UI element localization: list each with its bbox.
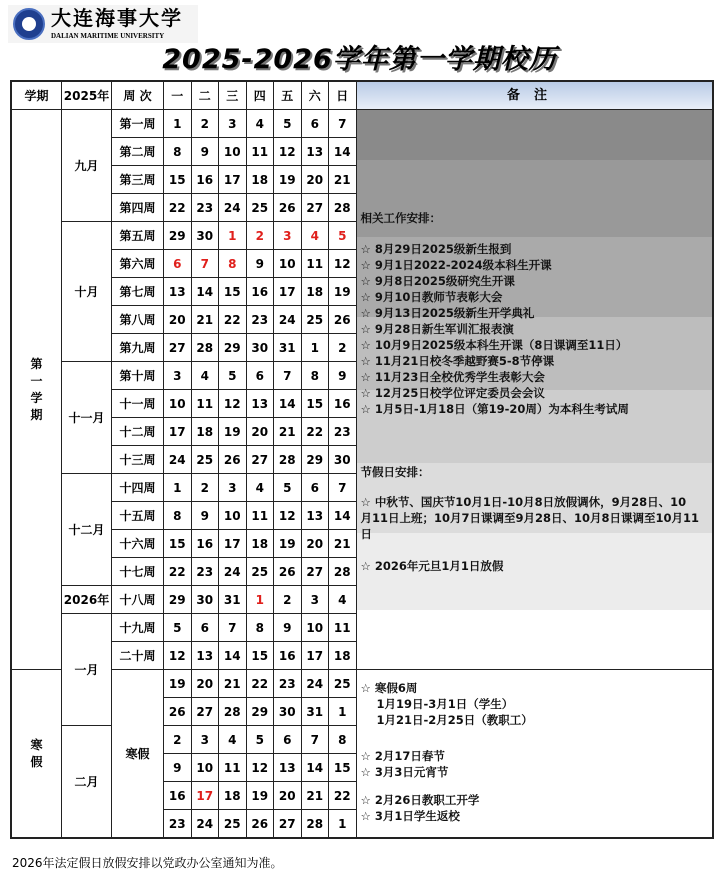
day-cell: 12 (246, 754, 274, 782)
month-label: 九月 (62, 110, 112, 222)
week-label: 十九周 (112, 614, 164, 642)
day-cell: 25 (246, 558, 274, 586)
holiday-item: ☆ 中秋节、国庆节10月1日-10月8日放假调休，9月28日、10 月11日上班；10月7日课调至9月28日、10月8日课调至10月11 日 (360, 495, 700, 541)
day-cell: 19 (274, 530, 302, 558)
day-cell: 21 (191, 306, 219, 334)
work-item: ☆ 11月21日校冬季越野赛5-8节停课 (360, 354, 555, 368)
day-cell: 1 (329, 698, 357, 726)
header-day: 三 (219, 81, 247, 110)
day-cell: 28 (301, 810, 329, 839)
day-cell: 16 (246, 278, 274, 306)
day-cell: 2 (329, 334, 357, 362)
day-cell: 27 (191, 698, 219, 726)
day-cell: 29 (164, 586, 192, 614)
university-logo (8, 5, 198, 43)
week-label: 第四周 (112, 194, 164, 222)
day-cell: 26 (219, 446, 247, 474)
header-day: 一 (164, 81, 192, 110)
week-label: 第七周 (112, 278, 164, 306)
day-cell: 3 (219, 110, 247, 138)
day-cell: 30 (191, 586, 219, 614)
header-day: 五 (274, 81, 302, 110)
day-cell: 27 (274, 810, 302, 839)
day-cell: 17 (191, 782, 219, 810)
week-label: 十一周 (112, 390, 164, 418)
header-day: 四 (246, 81, 274, 110)
day-cell: 3 (219, 474, 247, 502)
day-cell: 21 (219, 670, 247, 698)
day-cell: 18 (246, 166, 274, 194)
work-item: ☆ 11月23日全校优秀学生表彰大会 (360, 370, 545, 384)
day-cell: 26 (246, 810, 274, 839)
day-cell: 5 (274, 474, 302, 502)
day-cell: 10 (301, 614, 329, 642)
day-cell: 8 (246, 614, 274, 642)
day-cell: 7 (219, 614, 247, 642)
winter-note-item: ☆ 寒假6周 1月19日-3月1日（学生） 1月21日-2月25日（教职工） (360, 681, 533, 727)
day-cell: 30 (274, 698, 302, 726)
day-cell: 16 (164, 782, 192, 810)
week-label: 十八周 (112, 586, 164, 614)
winter-note-item: ☆ 2月26日教职工开学 ☆ 3月1日学生返校 (360, 793, 480, 823)
header-row (11, 81, 713, 110)
day-cell: 13 (191, 642, 219, 670)
day-cell: 16 (329, 390, 357, 418)
day-cell: 20 (301, 530, 329, 558)
day-cell: 10 (219, 502, 247, 530)
day-cell: 6 (274, 726, 302, 754)
day-cell: 9 (164, 754, 192, 782)
month-label: 一月 (62, 614, 112, 726)
day-cell: 10 (191, 754, 219, 782)
day-cell: 12 (219, 390, 247, 418)
day-cell: 15 (301, 390, 329, 418)
day-cell: 15 (219, 278, 247, 306)
university-seal-icon (13, 8, 45, 40)
day-cell: 11 (329, 614, 357, 642)
term-winter-break: 寒 假 (11, 670, 62, 839)
day-cell: 20 (164, 306, 192, 334)
day-cell: 26 (274, 558, 302, 586)
day-cell: 30 (329, 446, 357, 474)
day-cell: 8 (219, 250, 247, 278)
day-cell: 21 (329, 530, 357, 558)
day-cell: 1 (301, 334, 329, 362)
day-cell: 1 (219, 222, 247, 250)
day-cell: 1 (329, 810, 357, 839)
day-cell: 21 (301, 782, 329, 810)
day-cell: 7 (274, 362, 302, 390)
day-cell: 5 (164, 614, 192, 642)
day-cell: 14 (329, 138, 357, 166)
day-cell: 20 (301, 166, 329, 194)
day-cell: 21 (274, 418, 302, 446)
day-cell: 22 (329, 782, 357, 810)
day-cell: 23 (191, 194, 219, 222)
day-cell: 14 (301, 754, 329, 782)
day-cell: 3 (164, 362, 192, 390)
month-label: 十一月 (62, 362, 112, 474)
day-cell: 1 (164, 474, 192, 502)
day-cell: 11 (246, 502, 274, 530)
work-item: ☆ 8月29日2025级新生报到 (360, 242, 512, 256)
day-cell: 23 (329, 418, 357, 446)
calendar-table (10, 80, 714, 839)
day-cell: 9 (191, 138, 219, 166)
day-cell: 25 (219, 810, 247, 839)
day-cell: 1 (164, 110, 192, 138)
day-cell: 4 (246, 474, 274, 502)
day-cell: 10 (274, 250, 302, 278)
day-cell: 6 (301, 474, 329, 502)
day-cell: 4 (301, 222, 329, 250)
day-cell: 24 (219, 558, 247, 586)
day-cell: 25 (301, 306, 329, 334)
day-cell: 18 (301, 278, 329, 306)
day-cell: 29 (301, 446, 329, 474)
day-cell: 7 (301, 726, 329, 754)
day-cell: 16 (191, 530, 219, 558)
week-label: 十六周 (112, 530, 164, 558)
day-cell: 25 (246, 194, 274, 222)
day-cell: 13 (301, 502, 329, 530)
winter-week-label: 寒假 (112, 670, 164, 839)
day-cell: 9 (274, 614, 302, 642)
day-cell: 14 (329, 502, 357, 530)
day-cell: 2 (191, 474, 219, 502)
day-cell: 11 (246, 138, 274, 166)
work-title: 相关工作安排： (360, 211, 441, 225)
day-cell: 14 (274, 390, 302, 418)
day-cell: 2 (164, 726, 192, 754)
month-label: 二月 (62, 726, 112, 839)
day-cell: 5 (246, 726, 274, 754)
week-label: 二十周 (112, 642, 164, 670)
day-cell: 20 (191, 670, 219, 698)
day-cell: 13 (301, 138, 329, 166)
header-day: 二 (191, 81, 219, 110)
week-label: 十二周 (112, 418, 164, 446)
day-cell: 22 (164, 558, 192, 586)
work-item: ☆ 9月28日新生军训汇报表演 (360, 322, 514, 336)
page-title: 2025-2026学年第一学期校历 (162, 44, 557, 75)
day-cell: 22 (301, 418, 329, 446)
day-cell: 25 (191, 446, 219, 474)
day-cell: 18 (329, 642, 357, 670)
day-cell: 27 (301, 194, 329, 222)
logo-cn: 大连海事大学 (51, 6, 183, 30)
day-cell: 29 (219, 334, 247, 362)
day-cell: 29 (164, 222, 192, 250)
work-item: ☆ 9月13日2025级新生开学典礼 (360, 306, 535, 320)
header-term: 学期 (11, 81, 62, 110)
day-cell: 23 (191, 558, 219, 586)
day-cell: 5 (329, 222, 357, 250)
day-cell: 22 (246, 670, 274, 698)
day-cell: 13 (246, 390, 274, 418)
day-cell: 8 (164, 138, 192, 166)
day-cell: 15 (164, 166, 192, 194)
day-cell: 8 (301, 362, 329, 390)
note-band (357, 110, 712, 160)
day-cell: 10 (219, 138, 247, 166)
day-cell: 12 (274, 138, 302, 166)
day-cell: 14 (191, 278, 219, 306)
day-cell: 17 (219, 530, 247, 558)
header-year: 2025年 (62, 81, 112, 110)
week-label: 第三周 (112, 166, 164, 194)
day-cell: 28 (329, 194, 357, 222)
day-cell: 16 (191, 166, 219, 194)
day-cell: 7 (191, 250, 219, 278)
day-cell: 11 (301, 250, 329, 278)
day-cell: 2 (246, 222, 274, 250)
day-cell: 19 (164, 670, 192, 698)
day-cell: 11 (191, 390, 219, 418)
day-cell: 16 (274, 642, 302, 670)
day-cell: 18 (219, 782, 247, 810)
day-cell: 17 (219, 166, 247, 194)
day-cell: 30 (246, 334, 274, 362)
day-cell: 30 (191, 222, 219, 250)
work-item: ☆ 9月1日2022-2024级本科生开课 (360, 258, 552, 272)
day-cell: 3 (191, 726, 219, 754)
day-cell: 3 (301, 586, 329, 614)
day-cell: 20 (246, 418, 274, 446)
day-cell: 24 (191, 810, 219, 839)
semester-notes (356, 110, 713, 670)
work-item: ☆ 12月25日校学位评定委员会会议 (360, 386, 545, 400)
day-cell: 2 (274, 586, 302, 614)
day-cell: 17 (164, 418, 192, 446)
week-label: 第六周 (112, 250, 164, 278)
day-cell: 4 (191, 362, 219, 390)
day-cell: 19 (274, 166, 302, 194)
week-label: 十三周 (112, 446, 164, 474)
day-cell: 13 (164, 278, 192, 306)
work-item: ☆ 10月9日2025级本科生开课（8日课调至11日） (360, 338, 628, 352)
day-cell: 14 (219, 642, 247, 670)
day-cell: 26 (164, 698, 192, 726)
day-cell: 20 (274, 782, 302, 810)
term-first-semester: 第 一 学 期 (11, 110, 62, 670)
day-cell: 9 (191, 502, 219, 530)
day-cell: 28 (274, 446, 302, 474)
day-cell: 7 (329, 110, 357, 138)
week-label: 第九周 (112, 334, 164, 362)
day-cell: 21 (329, 166, 357, 194)
day-cell: 6 (246, 362, 274, 390)
week-label: 第十周 (112, 362, 164, 390)
day-cell: 8 (329, 726, 357, 754)
day-cell: 27 (301, 558, 329, 586)
week-label: 第一周 (112, 110, 164, 138)
day-cell: 3 (274, 222, 302, 250)
day-cell: 18 (246, 530, 274, 558)
winter-note-item: ☆ 2月17日春节 ☆ 3月3日元宵节 (360, 749, 449, 779)
day-cell: 6 (191, 614, 219, 642)
day-cell: 29 (246, 698, 274, 726)
day-cell: 11 (219, 754, 247, 782)
day-cell: 10 (164, 390, 192, 418)
day-cell: 31 (219, 586, 247, 614)
holiday-title: 节假日安排： (360, 465, 430, 479)
day-cell: 26 (274, 194, 302, 222)
header-day: 日 (329, 81, 357, 110)
day-cell: 24 (219, 194, 247, 222)
day-cell: 15 (329, 754, 357, 782)
week-label: 第二周 (112, 138, 164, 166)
day-cell: 15 (164, 530, 192, 558)
day-cell: 5 (274, 110, 302, 138)
day-cell: 8 (164, 502, 192, 530)
day-cell: 12 (164, 642, 192, 670)
day-cell: 24 (301, 670, 329, 698)
day-cell: 7 (329, 474, 357, 502)
day-cell: 4 (329, 586, 357, 614)
day-cell: 6 (301, 110, 329, 138)
day-cell: 24 (164, 446, 192, 474)
day-cell: 17 (301, 642, 329, 670)
header-notes: 备注 (356, 81, 713, 110)
work-item: ☆ 9月10日教师节表彰大会 (360, 290, 503, 304)
day-cell: 12 (274, 502, 302, 530)
day-cell: 19 (219, 418, 247, 446)
day-cell: 28 (191, 334, 219, 362)
week-label: 第八周 (112, 306, 164, 334)
header-day: 六 (301, 81, 329, 110)
month-label: 2026年 (62, 586, 112, 614)
day-cell: 2 (191, 110, 219, 138)
week-label: 第五周 (112, 222, 164, 250)
day-cell: 27 (246, 446, 274, 474)
day-cell: 24 (274, 306, 302, 334)
work-item: ☆ 9月8日2025级研究生开课 (360, 274, 515, 288)
day-cell: 5 (219, 362, 247, 390)
winter-row (11, 670, 713, 698)
day-cell: 28 (219, 698, 247, 726)
day-cell: 25 (329, 670, 357, 698)
day-cell: 31 (301, 698, 329, 726)
day-cell: 9 (329, 362, 357, 390)
month-label: 十月 (62, 222, 112, 362)
day-cell: 13 (274, 754, 302, 782)
day-cell: 15 (246, 642, 274, 670)
holiday-item: ☆ 2026年元旦1月1日放假 (360, 559, 504, 573)
day-cell: 17 (274, 278, 302, 306)
day-cell: 26 (329, 306, 357, 334)
week-label: 十五周 (112, 502, 164, 530)
day-cell: 19 (329, 278, 357, 306)
winter-notes (356, 670, 713, 839)
month-label: 十二月 (62, 474, 112, 586)
day-cell: 18 (191, 418, 219, 446)
day-cell: 12 (329, 250, 357, 278)
day-cell: 4 (246, 110, 274, 138)
day-cell: 22 (164, 194, 192, 222)
week-label: 十七周 (112, 558, 164, 586)
day-cell: 1 (246, 586, 274, 614)
day-cell: 6 (164, 250, 192, 278)
header-week: 周 次 (112, 81, 164, 110)
day-cell: 27 (164, 334, 192, 362)
day-cell: 23 (274, 670, 302, 698)
work-item: ☆ 1月5日-1月18日（第19-20周）为本科生考试周 (360, 402, 629, 416)
day-cell: 23 (164, 810, 192, 839)
day-cell: 19 (246, 782, 274, 810)
day-cell: 4 (219, 726, 247, 754)
day-cell: 9 (246, 250, 274, 278)
day-cell: 28 (329, 558, 357, 586)
week-label: 十四周 (112, 474, 164, 502)
day-cell: 31 (274, 334, 302, 362)
day-cell: 22 (219, 306, 247, 334)
footer-note: 2026年法定假日放假安排以党政办公室通知为准。 (12, 856, 283, 870)
day-cell: 23 (246, 306, 274, 334)
week-row (11, 110, 713, 138)
logo-en: DALIAN MARITIME UNIVERSITY (51, 32, 165, 40)
